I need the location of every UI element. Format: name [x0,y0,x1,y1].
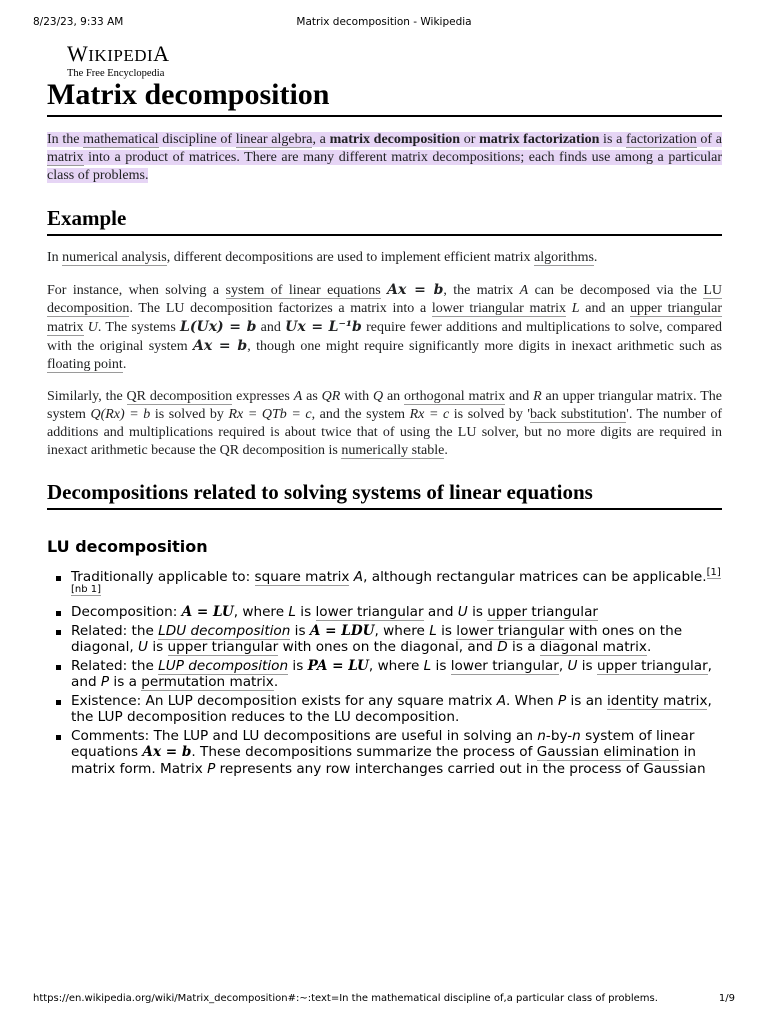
link-ldu-decomposition[interactable]: LDU decomposition [158,622,291,639]
list-item: Existence: An LUP decomposition exists for any square matrix A. When P is an identity matrix, the LUP decomposition reduces to the LU decomposition. [47,693,722,726]
print-header [33,16,735,30]
wikipedia-wordmark: WIKIPEDIA [67,41,170,66]
link-lower-triangular-matrix[interactable]: lower triangular matrix [431,301,567,316]
link-permutation-matrix[interactable]: permutation matrix [141,674,274,690]
link-diagonal-matrix[interactable]: diagonal matrix [539,639,647,655]
heading-example: Example [47,204,722,236]
link-upper-triangular[interactable]: upper triangular [596,657,708,674]
example-paragraph-1: In numerical analysis, different decompositions are used to implement efficient matrix algorithms. [47,250,598,265]
link-orthogonal-matrix[interactable]: orthogonal matrix [404,389,506,404]
link-algorithms[interactable]: algorithms [534,250,594,265]
list-item: Traditionally applicable to: square matrix A, although rectangular matrices can be applicable.[1][nb 1] [47,569,722,602]
link-lup-decomposition[interactable]: LUP decomposition [158,657,289,674]
link-lower-triangular[interactable]: lower triangular [450,657,559,674]
link-square-matrix[interactable]: square matrix [254,569,350,585]
wikipedia-logo[interactable] [67,42,170,80]
expr-rx-qtb-c: Rx = QTb = c [228,407,312,422]
link-factorization[interactable]: factorization [625,132,697,147]
list-item: Comments: The LUP and LU decompositions are useful in solving an n-by-n system of linear equations Ax = b. These decompositions summarize the process of Gaussian elimination in matrix form. Matrix P represents any row interchanges carried out in the process of Gaussian [47,728,722,778]
link-system-of-linear-equations[interactable]: system of linear equations [225,283,381,298]
page-title: Matrix decomposition [47,76,722,117]
list-item: Decomposition: A = LU, where L is lower triangular and U is upper triangular [47,604,722,621]
link-mathematical[interactable]: mathematical [83,132,159,147]
print-url: https://en.wikipedia.org/wiki/Matrix_decomposition#:~:text=In the mathematical discipline of,a particular class of problems. [33,993,658,1004]
link-upper-triangular-matrix[interactable]: upper triangular matrix [47,301,723,335]
page-number: 1/9 [718,993,735,1004]
wikipedia-tagline: The Free Encyclopedia [67,68,165,79]
link-back-substitution[interactable]: back substitution [529,407,627,422]
link-identity-matrix[interactable]: identity matrix [606,692,708,709]
link-upper-triangular[interactable]: upper triangular [487,604,598,620]
print-page-title: Matrix decomposition - Wikipedia [296,16,472,28]
math-a-lu: A = LU [181,604,234,620]
heading-lu-decomposition: LU decomposition [47,537,208,556]
example-paragraph-2: For instance, when solving a system of linear equations Ax = b, the matrix A can be decomposed via the LU decomposition. The LU decomposition factorizes a matrix into a lower triangular matrix L and an upper triangular matrix U. The systems L(Ux) = b and Ux = L⁻¹b require fewer additions and multiplications to solve, compared with the original system Ax = b, though one might require significantly more digits in inexact arithmetic such as floating point. [47,282,723,372]
link-numerical-analysis[interactable]: numerical analysis [62,250,167,265]
math-ax-b: Ax = b [142,744,192,760]
article-content [47,76,722,779]
link-floating-point[interactable]: floating point [47,357,123,372]
print-date: 8/23/23, 9:33 AM [33,16,124,28]
lead-paragraph: In the mathematical discipline of linear algebra, a matrix decomposition or matrix factorization is a factorization of a matrix into a product of matrices. There are many different matrix decompositions; each finds use among a particular class of problems. [47,132,722,183]
lu-list [47,569,722,777]
math-ux-linv-b: Ux = L⁻¹b [285,319,362,335]
link-lu-decomposition[interactable]: LU decomposition [47,283,723,316]
math-ax-b: Ax = b [387,282,444,298]
footnote-ref[interactable]: [1][nb 1] [71,567,721,595]
math-pa-lu: PA = LU [307,657,369,674]
example-paragraph-3: Similarly, the QR decomposition expresses A as QR with Q an orthogonal matrix and R an upper triangular matrix. The system Q(Rx) = b is solved by Rx = QTb = c, and the system Rx = c is solved by 'back substitution'. The number of additions and multiplications required is about twice that of using the LU solver, but no more digits are required in inexact arithmetic because the QR decomposition is numerically stable. [47,389,723,458]
link-upper-triangular[interactable]: upper triangular [167,639,279,655]
expr-q-rx-b: Q(Rx) = b [90,407,151,422]
math-l-ux-b: L(Ux) = b [180,319,257,335]
expr-rx-c: Rx = c [409,407,450,422]
link-qr-decomposition[interactable]: QR decomposition [126,389,233,404]
link-lower-triangular[interactable]: lower triangular [315,604,424,620]
link-matrix[interactable]: matrix [47,150,84,165]
list-item: Related: the LDU decomposition is A = LDU, where L is lower triangular with ones on the diagonal, U is upper triangular with ones on the diagonal, and D is a diagonal matrix. [47,623,722,656]
heading-decompositions-linear-equations: Decompositions related to solving systems of linear equations [47,478,722,510]
math-ax-b-2: Ax = b [192,338,248,354]
print-footer [33,993,735,1007]
link-numerically-stable[interactable]: numerically stable [341,443,445,458]
link-gaussian-elimination[interactable]: Gaussian elimination [536,744,680,760]
link-linear-algebra[interactable]: linear algebra [235,132,313,147]
link-lower-triangular[interactable]: lower triangular [456,622,565,639]
math-a-ldu: A = LDU [309,622,375,639]
list-item: Related: the LUP decomposition is PA = LU, where L is lower triangular, U is upper triangular, and P is a permutation matrix. [47,658,722,691]
